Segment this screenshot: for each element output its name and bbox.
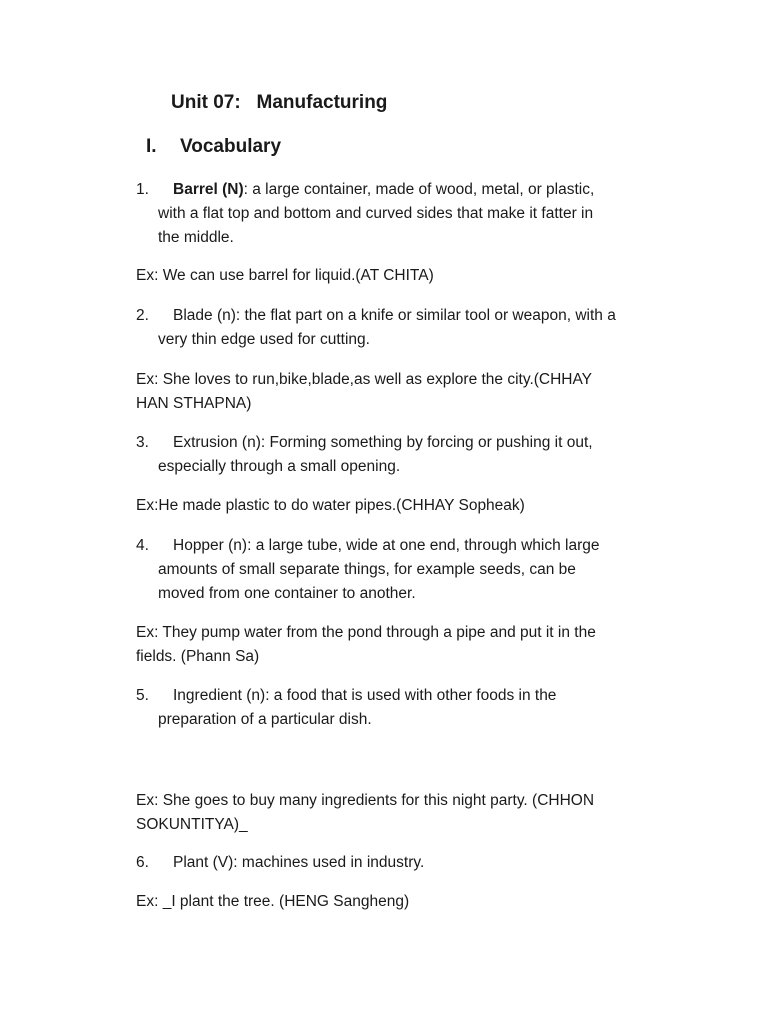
example-3: Ex:He made plastic to do water pipes.(CHHAY Sopheak) — [136, 497, 525, 514]
example-line: HAN STHAPNA) — [136, 395, 252, 412]
entry-definition-line: Blade (n): the flat part on a knife or similar tool or weapon, with a — [173, 307, 616, 324]
section-heading — [146, 136, 281, 158]
example-6: Ex: _I plant the tree. (HENG Sangheng) — [136, 893, 410, 910]
entry-definition-line: Ingredient (n): a food that is used with other foods in the — [173, 687, 557, 704]
vocab-entry-5 — [136, 684, 696, 732]
entry-definition-line: Hopper (n): a large tube, wide at one end, through which large — [173, 537, 600, 554]
example-line: SOKUNTITYA)_ — [136, 816, 248, 833]
example-line: Ex: She loves to run,bike,blade,as well as explore the city.(CHHAY — [136, 371, 593, 388]
example-1: Ex: We can use barrel for liquid.(AT CHITA) — [136, 267, 434, 284]
entry-definition-line: : a large container, made of wood, metal, or plastic, — [243, 181, 595, 198]
entry-definition-line: especially through a small opening. — [158, 458, 401, 475]
vocab-entry-4 — [136, 534, 696, 606]
entry-number: 2. — [136, 307, 149, 324]
entry-definition-line: moved from one container to another. — [158, 585, 416, 602]
entry-number: 6. — [136, 854, 149, 871]
entry-definition-line: with a flat top and bottom and curved sides that make it fatter in — [158, 205, 594, 222]
entry-definition-line: very thin edge used for cutting. — [158, 331, 370, 348]
section-name: Vocabulary — [180, 136, 282, 157]
entry-definition-line: preparation of a particular dish. — [158, 711, 372, 728]
entry-definition-line: Plant (V): machines used in industry. — [173, 854, 425, 871]
vocab-entry-2 — [136, 304, 696, 352]
entry-term: Barrel (N) — [173, 181, 244, 198]
example-2 — [136, 368, 696, 416]
example-line: Ex: They pump water from the pond through a pipe and put it in the — [136, 624, 596, 641]
entry-number: 5. — [136, 687, 149, 704]
entry-number: 3. — [136, 434, 149, 451]
vocab-entry-6 — [136, 851, 696, 875]
entry-definition-line: the middle. — [158, 229, 234, 246]
entry-number: 4. — [136, 537, 149, 554]
example-line: Ex: She goes to buy many ingredients for this night party. (CHHON — [136, 792, 595, 809]
entry-definition-line: amounts of small separate things, for example seeds, can be — [158, 561, 576, 578]
entry-definition-line: Extrusion (n): Forming something by forcing or pushing it out, — [173, 434, 593, 451]
example-line: fields. (Phann Sa) — [136, 648, 260, 665]
vocab-entry-1 — [136, 178, 696, 250]
entry-number: 1. — [136, 181, 149, 198]
example-5 — [136, 789, 696, 837]
vocab-entry-3 — [136, 431, 696, 479]
unit-number: Unit 07: — [171, 92, 241, 113]
unit-title — [171, 92, 387, 114]
unit-name: Manufacturing — [256, 92, 388, 113]
example-4 — [136, 621, 696, 669]
section-number: I. — [146, 136, 157, 157]
